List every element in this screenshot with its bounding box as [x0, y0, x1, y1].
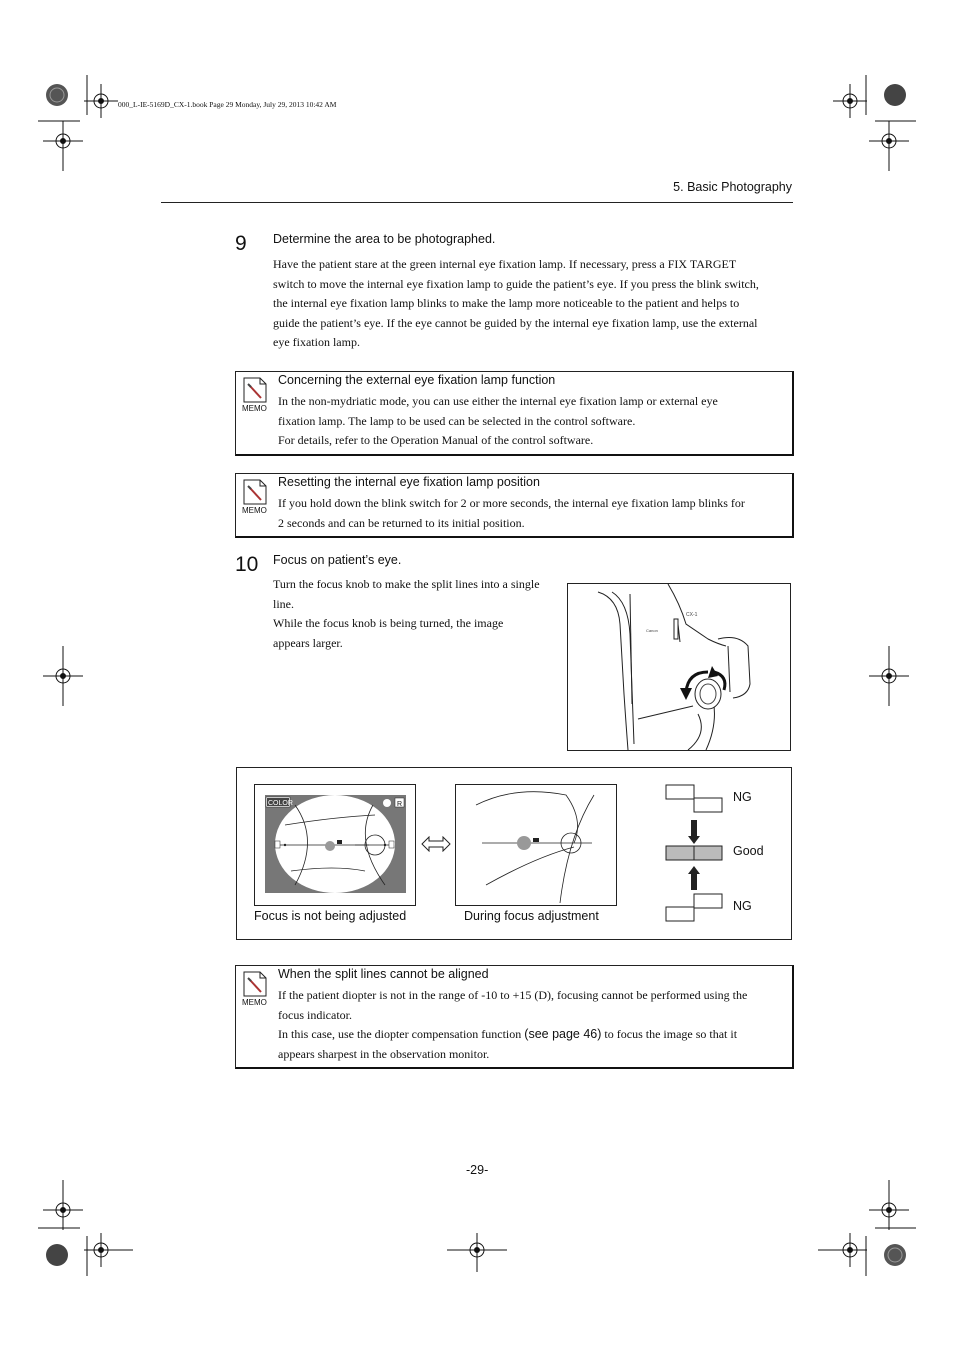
svg-text:MEMO: MEMO [242, 404, 267, 412]
memo-line: 2 seconds and can be returned to its initial position. [278, 515, 525, 530]
memo-body [278, 986, 790, 1064]
svg-text:MEMO: MEMO [242, 506, 267, 514]
step-10-line: appears larger. [273, 635, 343, 650]
svg-text:Canon: Canon [646, 628, 658, 633]
page-number: -29- [466, 1163, 489, 1177]
memo-text: In this case, use the diopter compensation function [278, 1027, 522, 1042]
book-info-line: 000_L-IE-5169D_CX-1.book Page 29 Monday, July 29, 2013 10:42 AM [118, 100, 337, 109]
memo-body [278, 494, 790, 533]
step-9-line: the internal eye fixation lamp blinks to make the lamp more noticeable to the patient and helps to [273, 296, 740, 311]
svg-text:MEMO: MEMO [242, 998, 267, 1006]
memo-line: focus indicator. [278, 1007, 352, 1022]
memo-line: If you hold down the blink switch for 2 or more seconds, the internal eye fixation lamp blinks for [278, 496, 745, 510]
indicator-good: Good [733, 844, 764, 858]
memo-box-1 [235, 371, 794, 456]
section-header: 5. Basic Photography [673, 180, 792, 194]
memo-line: If the patient diopter is not in the range of -10 to +15 (D), focusing cannot be performed using the [278, 988, 748, 1002]
step-10-line: Turn the focus knob to make the split lines into a single [273, 577, 540, 591]
memo-body [278, 392, 788, 451]
memo-line: appears sharpest in the observation monitor. [278, 1046, 490, 1061]
memo-title: Concerning the external eye fixation lamp function [278, 373, 556, 387]
double-arrow-icon [421, 836, 451, 852]
memo-text: to focus the image so that it [601, 1027, 738, 1042]
memo-icon [241, 376, 269, 412]
step-9-body [273, 255, 798, 353]
step-9-line: eye fixation lamp. [273, 335, 360, 350]
memo-line: In the non-mydriatic mode, you can use either the internal eye fixation lamp or external eye [278, 394, 718, 408]
memo-icon [241, 970, 269, 1006]
memo-icon [241, 478, 269, 514]
screen-during-adjustment [455, 784, 617, 906]
svg-text:CX-1: CX-1 [686, 612, 698, 618]
page-reference-link[interactable]: (see page 46) [524, 1027, 602, 1042]
split-line-indicator [665, 784, 725, 924]
memo-line: For details, refer to the Operation Manual of the control software. [278, 433, 594, 448]
header-rule [161, 202, 793, 203]
r-badge-text: R [397, 801, 403, 808]
memo-title: When the split lines cannot be aligned [278, 967, 489, 981]
step-10-line: line. [273, 596, 294, 611]
memo-title: Resetting the internal eye fixation lamp position [278, 475, 540, 489]
step-10-line: While the focus knob is being turned, the image [273, 616, 504, 631]
memo-line: fixation lamp. The lamp to be used can be selected in the control software. [278, 413, 636, 428]
step-10-heading: Focus on patient’s eye. [273, 553, 402, 567]
caption-during-adjustment: During focus adjustment [464, 909, 599, 923]
step-10-body [273, 575, 563, 653]
focus-figure [236, 767, 792, 940]
indicator-ng-bottom: NG [733, 899, 752, 913]
step-9-line: Have the patient stare at the green internal eye fixation lamp. If necessary, press a FIX TARGET [273, 257, 737, 271]
step-9-number: 9 [235, 232, 247, 255]
memo-box-2 [235, 473, 794, 538]
screen-not-adjusted [254, 784, 416, 906]
memo-line [278, 1025, 790, 1045]
step-9-line: guide the patient’s eye. If the eye cannot be guided by the internal eye fixation lamp, use the external [273, 315, 758, 330]
step-9-line: switch to move the internal eye fixation lamp to guide the patient’s eye. If you press the blink switch, [273, 276, 759, 291]
memo-box-3 [235, 965, 794, 1069]
caption-not-adjusted: Focus is not being adjusted [254, 909, 407, 923]
focus-knob-illustration [567, 583, 791, 751]
color-badge-text: COLOR [268, 800, 293, 807]
step-10-number: 10 [235, 553, 259, 576]
indicator-ng-top: NG [733, 790, 752, 804]
step-9-heading: Determine the area to be photographed. [273, 232, 496, 246]
